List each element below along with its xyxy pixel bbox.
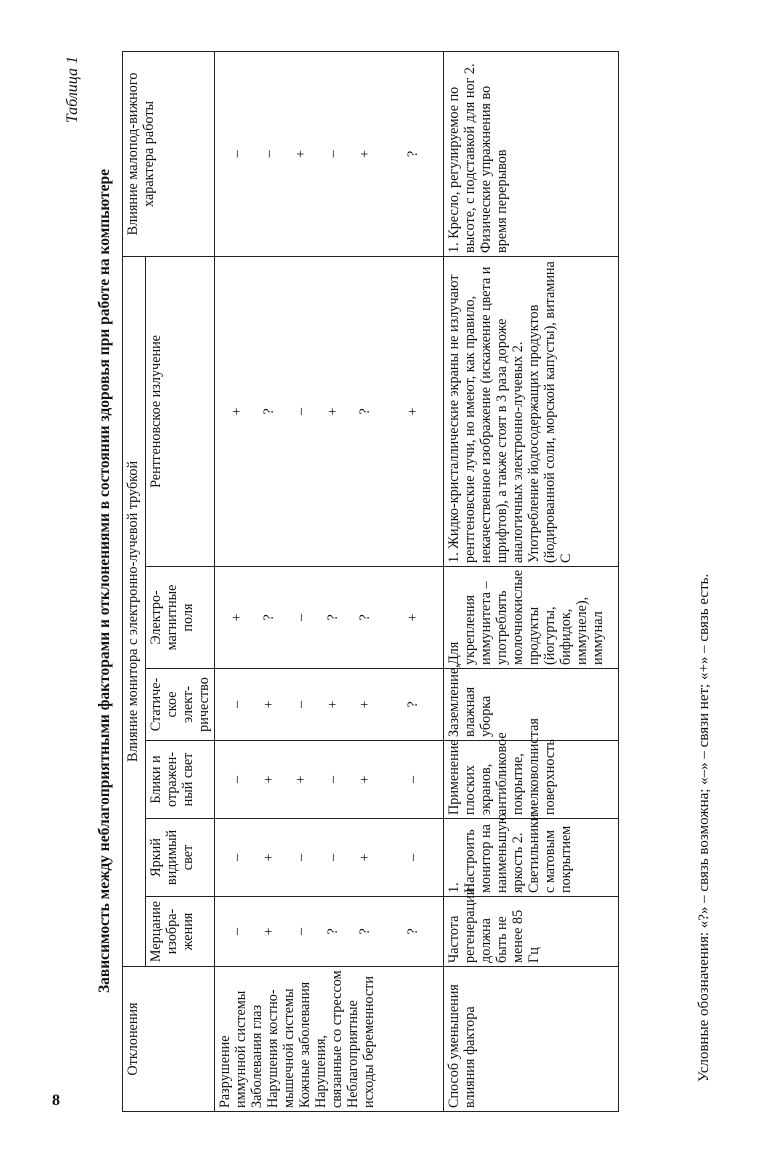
relation-mark: ?: [261, 614, 277, 621]
deviation-labels: [215, 967, 444, 1112]
relation-mark: +: [325, 407, 341, 416]
sedentary-marks: [215, 51, 444, 256]
relation-mark: –: [293, 613, 309, 622]
flicker-marks: [215, 897, 444, 967]
page-number: 8: [52, 1092, 60, 1109]
relation-mark: –: [293, 700, 309, 709]
relation-mark: ?: [325, 614, 341, 621]
relation-mark: –: [325, 775, 341, 784]
header-em-fields: Электро-магнитные поля: [146, 567, 215, 669]
method-label: Способ уменьшения влияния фактора: [444, 967, 619, 1112]
relation-mark: –: [229, 927, 245, 936]
relation-mark: –: [229, 700, 245, 709]
relation-mark: –: [293, 927, 309, 936]
header-static: Статиче-ское элект-ричество: [146, 669, 215, 741]
relation-mark: –: [293, 407, 309, 416]
relation-mark: +: [229, 613, 245, 622]
header-bright-light: Яркий видимый свет: [146, 819, 215, 897]
relation-mark: –: [405, 853, 421, 862]
glare-marks: [215, 741, 444, 819]
relation-mark: ?: [357, 614, 373, 621]
relation-mark: ?: [405, 928, 421, 935]
table-label: Таблица 1: [64, 56, 81, 124]
static-marks: [215, 669, 444, 741]
relation-mark: –: [325, 853, 341, 862]
relation-mark: –: [325, 150, 341, 158]
table-title: Зависимость между неблагоприятными факторами и отклонениями в состоянии здоровья при работе на компьютере: [96, 168, 113, 994]
relation-mark: –: [261, 150, 277, 158]
deviation-label: Разрушение иммунной системы: [217, 990, 249, 1108]
header-monitor-group: Влияние монитора с электронно-лучевой трубкой: [123, 256, 146, 966]
relation-mark: –: [405, 775, 421, 784]
deviation-label: Нарушения, связанные со стрессом: [313, 970, 345, 1108]
relation-mark: +: [293, 775, 309, 784]
relation-mark: +: [293, 149, 309, 158]
xray-marks: [215, 256, 444, 566]
deviation-rows: [215, 51, 444, 1111]
relation-mark: –: [229, 150, 245, 158]
relation-mark: +: [357, 775, 373, 784]
method-xray: 1. Жидко-кристаллические экраны не излучают рентгеновские лучи, но имеют, как правило, некачественное изображение (искажение цвета и шрифтов), а также стоят в 3 раза дороже аналогичных электронно-лучевых 2. Употребление йодосодержащих продуктов (йодированной соли, морской капусты), витамина С: [444, 256, 619, 566]
deviation-label: Заболевания глаз: [249, 1004, 265, 1108]
health-factors-table: [122, 51, 619, 1112]
deviation-label: Кожные заболевания: [297, 981, 313, 1108]
bright-light-marks: [215, 819, 444, 897]
relation-mark: –: [229, 775, 245, 784]
relation-mark: +: [229, 407, 245, 416]
legend: Условные обозначения: «?» – связь возможна; «–» – связи нет; «+» – связь есть.: [696, 573, 712, 1082]
relation-mark: ?: [357, 928, 373, 935]
relation-mark: +: [261, 853, 277, 862]
method-flicker: Частота регенерации должна быть не менее 85 Гц: [444, 897, 619, 967]
header-flicker: Мерцание изобра-жения: [146, 897, 215, 967]
relation-mark: ?: [405, 701, 421, 708]
relation-mark: +: [405, 407, 421, 416]
relation-mark: +: [261, 700, 277, 709]
header-deviations: Отклонения: [123, 967, 215, 1112]
method-row: [444, 51, 619, 1111]
relation-mark: –: [229, 853, 245, 862]
method-bright-light: 1. Настроить монитор на наименьшую яркость 2. Светильники с матовым покрытием: [444, 819, 619, 897]
header-sedentary: Влияние малопод-вижного характера работы: [123, 51, 215, 256]
relation-mark: +: [325, 700, 341, 709]
method-glare: Применение плоских экранов, антибликовое покрытие, мелковолнистая поверхность: [444, 741, 619, 819]
header-row-1: [123, 51, 146, 1111]
relation-mark: +: [357, 149, 373, 158]
method-sedentary: 1. Кресло, регулируемое по высоте, с подставкой для ног 2. Физические упражнения во время перерывов: [444, 51, 619, 256]
method-em-fields: Для укрепления иммунитета – употреблять молочнокислые продукты (йогурты, бифидок, иммунеле), иммунал: [444, 567, 619, 669]
relation-mark: –: [293, 853, 309, 862]
relation-mark: ?: [261, 408, 277, 415]
deviation-label: Нарушения костно-мышечной системы: [265, 988, 297, 1108]
method-static: Заземление, влажная уборка: [444, 669, 619, 741]
header-glare: Блики и отражен-ный свет: [146, 741, 215, 819]
relation-mark: +: [357, 853, 373, 862]
relation-mark: +: [405, 613, 421, 622]
relation-mark: ?: [405, 150, 421, 158]
rotated-table-area: [64, 50, 719, 1112]
deviation-label: Неблагоприятные исходы беременности: [345, 976, 377, 1108]
relation-mark: +: [261, 927, 277, 936]
relation-mark: +: [261, 775, 277, 784]
relation-mark: ?: [357, 408, 373, 415]
em-fields-marks: [215, 567, 444, 669]
relation-mark: +: [357, 700, 373, 709]
header-xray: Рентгеновское излучение: [146, 256, 215, 566]
relation-mark: ?: [325, 928, 341, 935]
